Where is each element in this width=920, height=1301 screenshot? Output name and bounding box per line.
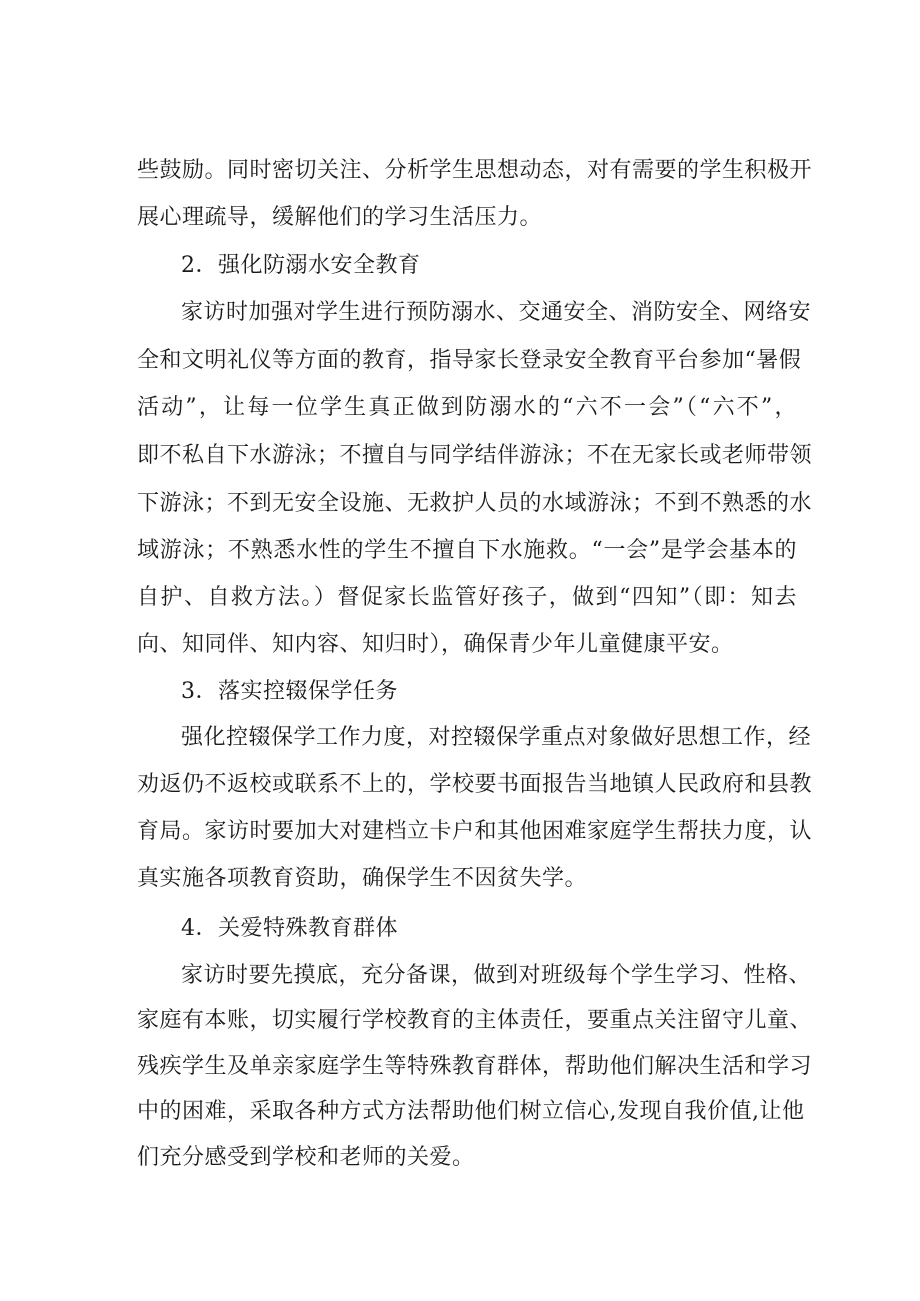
paragraph-line: 域游泳；不熟悉水性的学生不擅自下水施救。“一会”是学会基本的 (137, 538, 797, 563)
paragraph-line: 中的困难，采取各种方式方法帮助他们树立信心,发现自我价值,让他 (137, 1099, 805, 1124)
paragraph-line: 劝返仍不返校或联系不上的，学校要书面报告当地镇人民政府和县教 (137, 772, 813, 797)
paragraph-line: 家庭有本账，切实履行学校教育的主体责任，要重点关注留守儿童、 (137, 1008, 813, 1033)
paragraph-line: 全和文明礼仪等方面的教育，指导家长登录安全教育平台参加“暑假 (137, 348, 802, 373)
paragraph-line: 残疾学生及单亲家庭学生等特殊教育群体，帮助他们解决生活和学习 (137, 1054, 813, 1079)
paragraph-line: 展心理疏导，缓解他们的学习生活压力。 (137, 205, 543, 230)
paragraph-line: 即不私自下水游泳；不擅自与同学结伴游泳；不在无家长或老师带领 (137, 443, 813, 468)
paragraph-line: 强化控辍保学工作力度，对控辍保学重点对象做好思想工作，经 (181, 725, 812, 750)
section-heading: 4．关爱特殊教育群体 (181, 916, 398, 941)
section-heading: 2．强化防溺水安全教育 (181, 253, 421, 278)
paragraph-line: 向、知同伴、知内容、知归时），确保青少年儿童健康平安。 (137, 632, 734, 657)
paragraph-line: 真实施各项教育资助，确保学生不因贫失学。 (137, 866, 588, 891)
paragraph-line: 们充分感受到学校和老师的关爱。 (137, 1145, 475, 1170)
paragraph-line: 活动”，让每一位学生真正做到防溺水的“六不一会”（“六不”， (137, 395, 797, 420)
section-heading: 3．落实控辍保学任务 (181, 679, 398, 704)
paragraph-line: 家访时要先摸底，充分备课，做到对班级每个学生学习、性格、 (181, 963, 812, 988)
paragraph-line: 家访时加强对学生进行预防溺水、交通安全、消防安全、网络安 (181, 300, 812, 325)
paragraph-line: 自护、自救方法。）督促家长监管好孩子，做到“四知”（即：知去 (137, 585, 797, 610)
paragraph-line: 些鼓励。同时密切关注、分析学生思想动态，对有需要的学生积极开 (137, 158, 813, 183)
paragraph-line: 下游泳；不到无安全设施、无救护人员的水域游泳；不到不熟悉的水 (137, 491, 813, 516)
paragraph-line: 育局。家访时要加大对建档立卡户和其他困难家庭学生帮扶力度，认 (137, 819, 813, 844)
